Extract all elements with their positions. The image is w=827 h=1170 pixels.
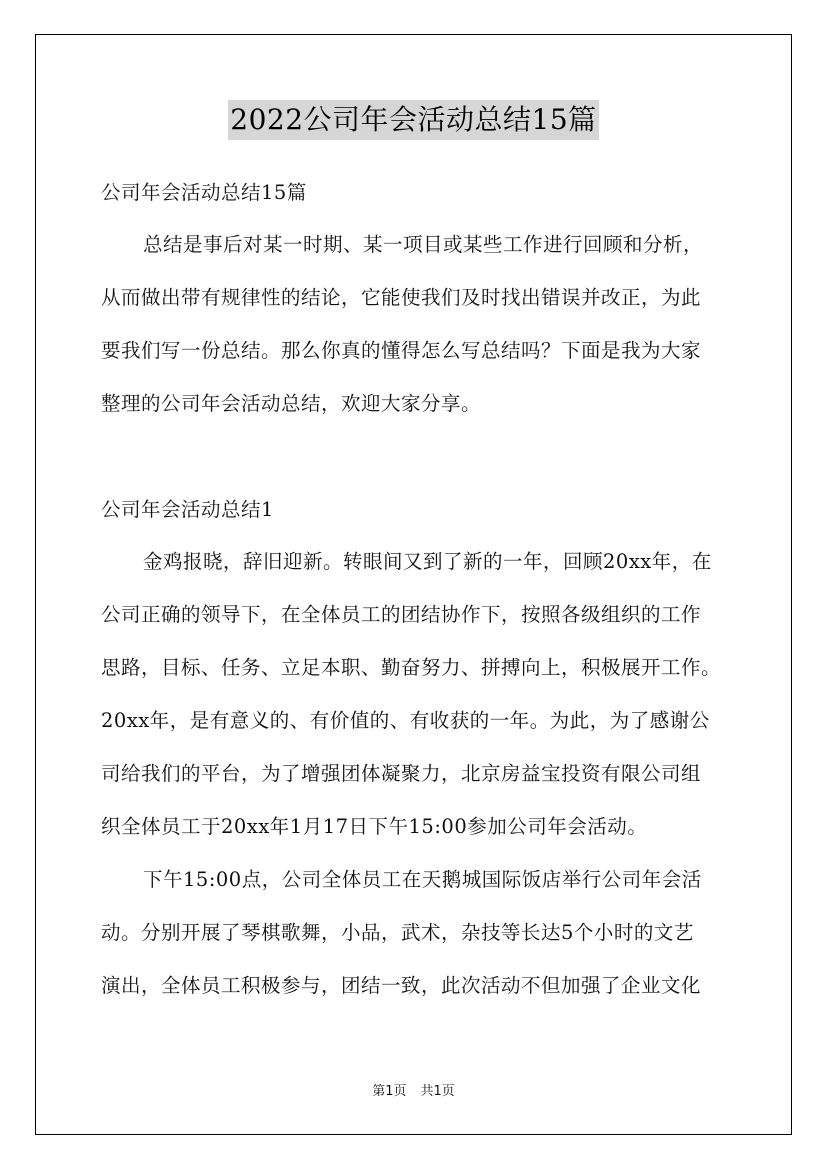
document-title: 2022公司年会活动总结15篇 (228, 100, 598, 140)
page-number: 第1页 (372, 1084, 407, 1099)
paragraph-line: 演出，全体员工积极参与，团结一致，此次活动不但加强了企业文化 (101, 974, 702, 997)
paragraph-line: 金鸡报晓，辞旧迎新。转眼间又到了新的一年，回顾20xx年，在 (143, 550, 712, 573)
paragraph-line: 20xx年，是有意义的、有价值的、有收获的一年。为此，为了感谢公 (101, 709, 710, 732)
document-subtitle: 公司年会活动总结15篇 (101, 181, 307, 204)
intro-line: 要我们写一份总结。那么你真的懂得怎么写总结吗？下面是我为大家 (101, 339, 702, 362)
page-total: 共1页 (420, 1084, 455, 1099)
section-heading: 公司年会活动总结1 (101, 498, 274, 521)
page-footer (0, 1083, 827, 1101)
paragraph-line: 公司正确的领导下，在全体员工的团结协作下，按照各级组织的工作 (101, 603, 702, 626)
intro-line: 总结是事后对某一时期、某一项目或某些工作进行回顾和分析， (143, 233, 704, 256)
paragraph-line: 下午15:00点，公司全体员工在天鹅城国际饭店举行公司年会活 (143, 868, 702, 891)
paragraph-line: 思路，目标、任务、立足本职、勤奋努力、拼搏向上，积极展开工作。 (101, 656, 722, 679)
paragraph-line: 司给我们的平台，为了增强团体凝聚力，北京房益宝投资有限公司组 (101, 762, 702, 785)
paragraph-line: 织全体员工于20xx年1月17日下午15:00参加公司年会活动。 (101, 815, 648, 838)
paragraph-line: 动。分别开展了琴棋歌舞，小品，武术，杂技等长达5个小时的文艺 (101, 921, 694, 944)
title-wrap (0, 100, 827, 140)
intro-line: 整理的公司年会活动总结，欢迎大家分享。 (101, 392, 482, 415)
document-body (101, 173, 731, 999)
intro-line: 从而做出带有规律性的结论，它能使我们及时找出错误并改正，为此 (101, 286, 702, 309)
